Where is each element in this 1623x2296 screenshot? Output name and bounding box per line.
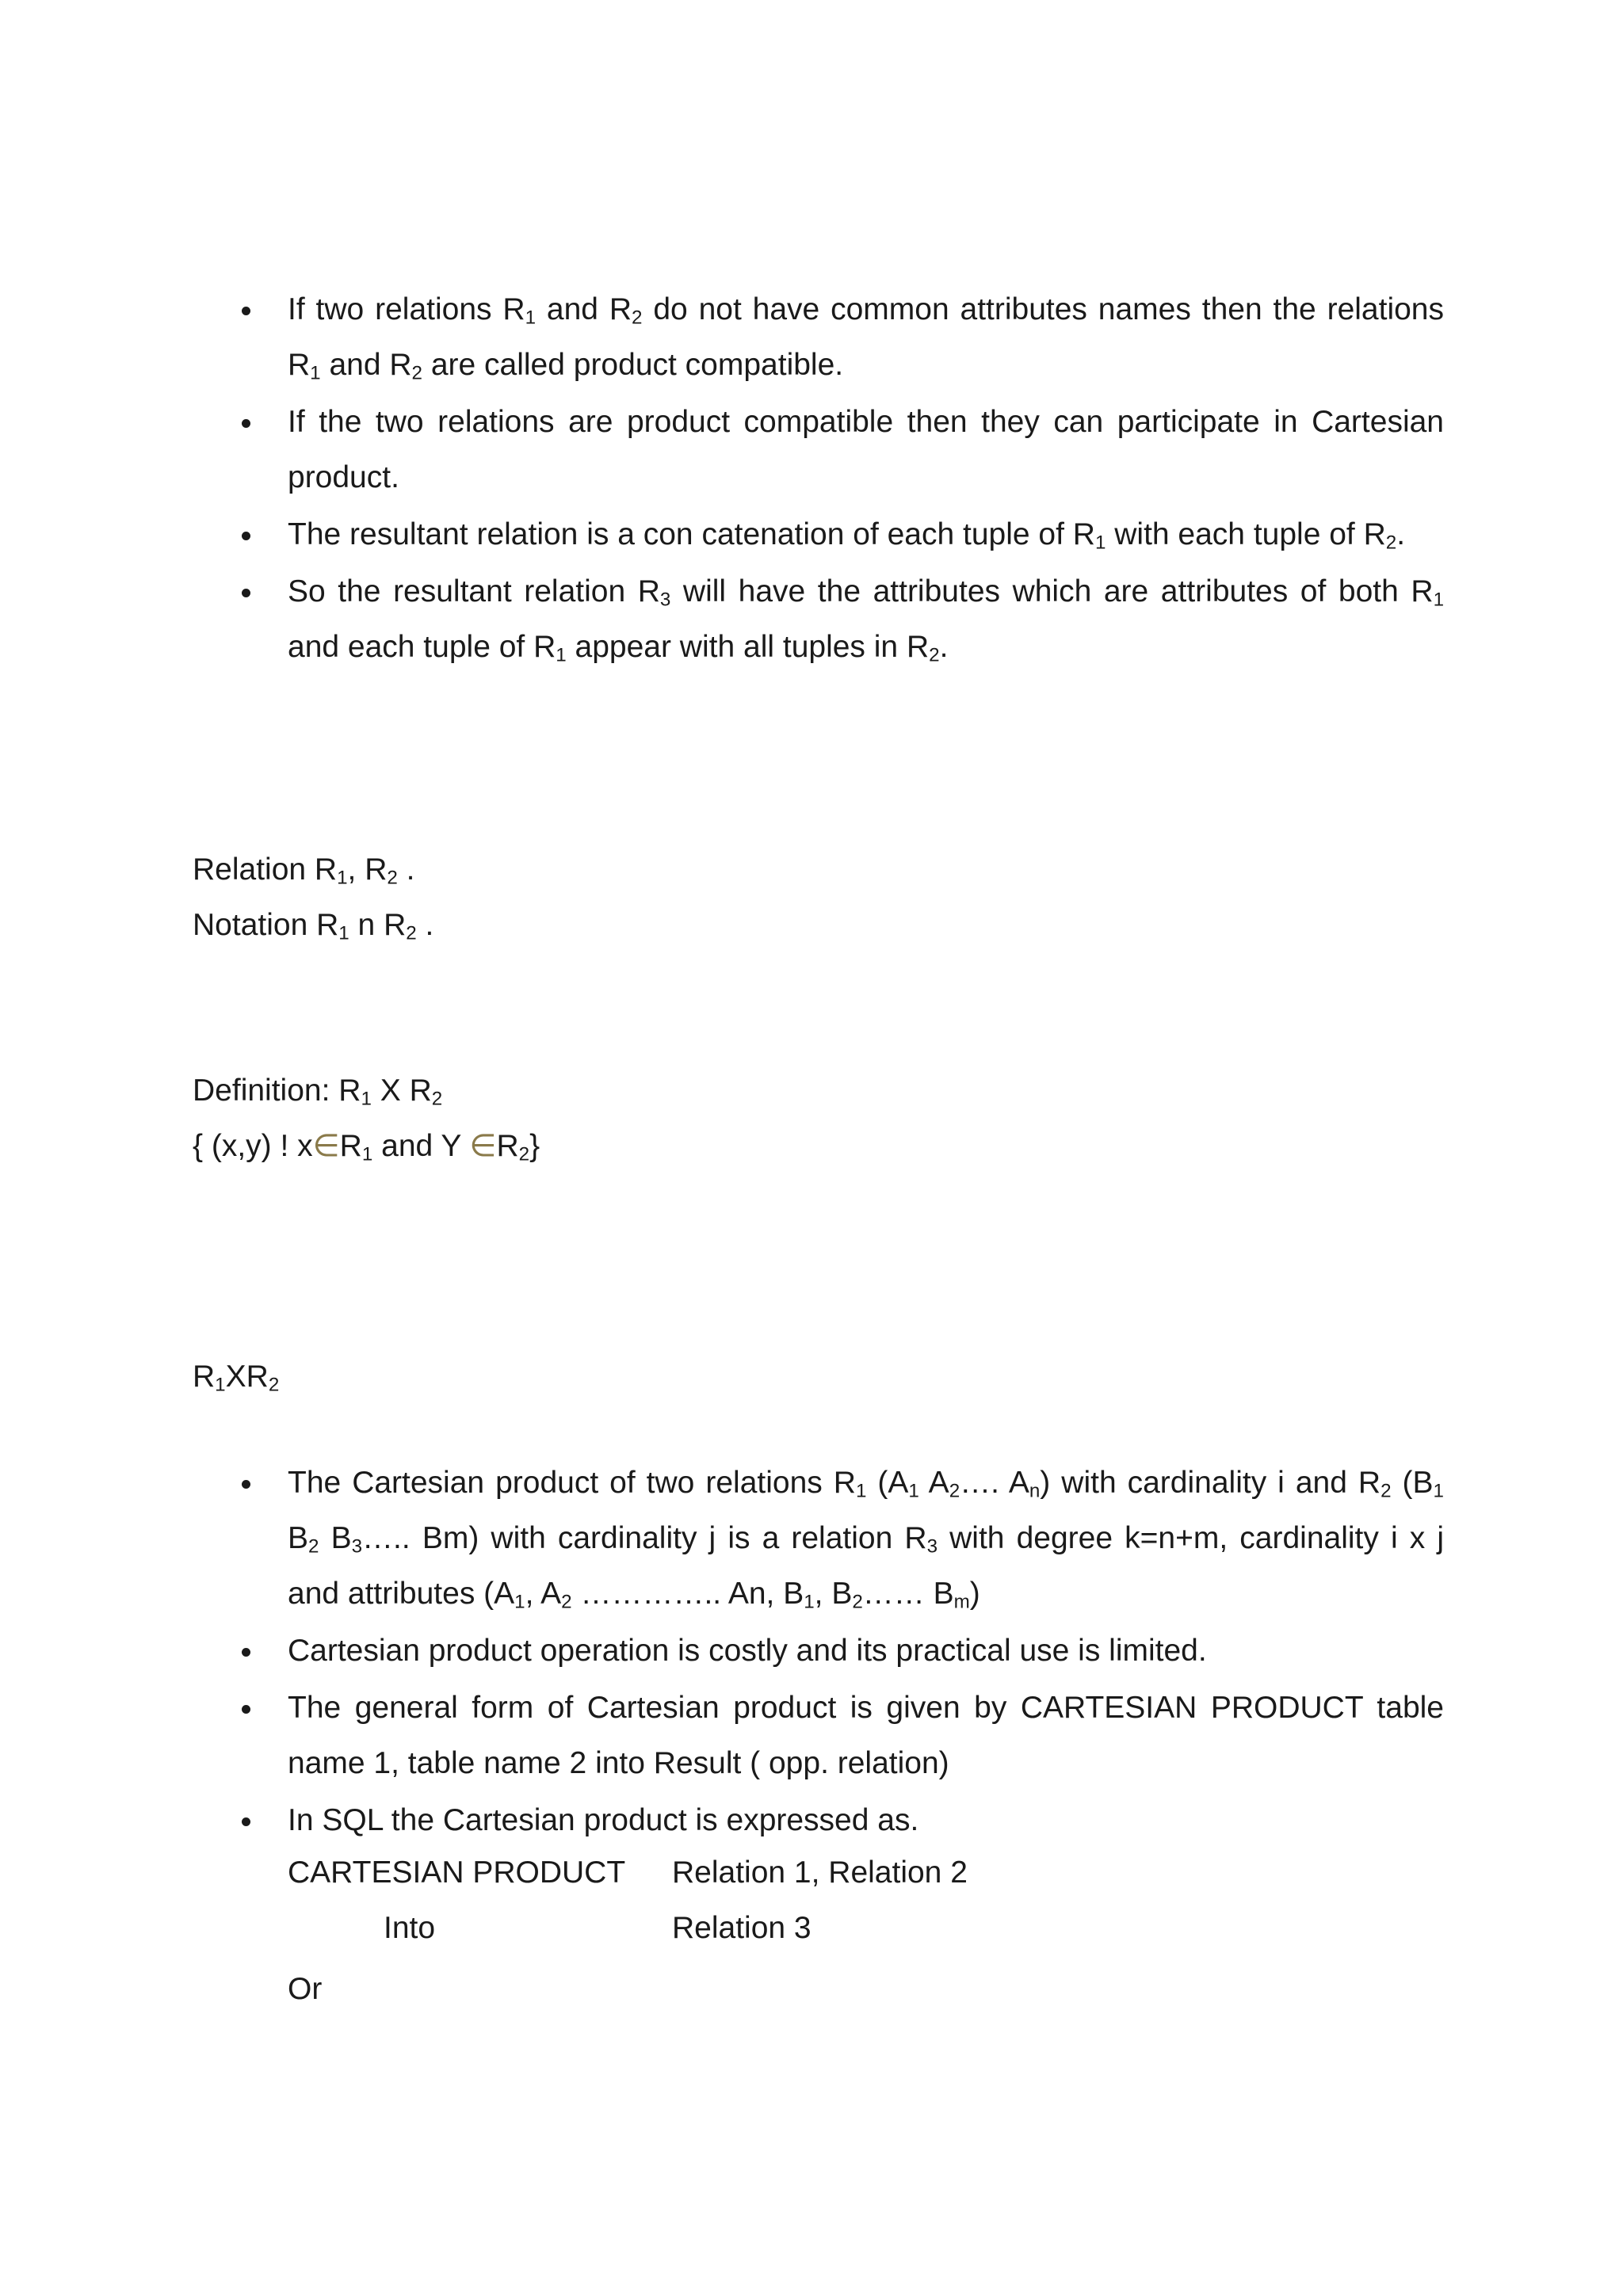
bullet-icon: [242, 1648, 250, 1657]
text: .: [939, 630, 949, 664]
bullet-icon: [242, 589, 250, 597]
text: The resultant relation is a con catenation of each tuple of R: [288, 517, 1095, 551]
text: If two relations R: [288, 292, 525, 326]
subscript: 1: [556, 644, 567, 666]
text: and each tuple of R: [288, 630, 556, 664]
list-item: Cartesian product operation is costly and its practical use is limited.: [233, 1623, 1444, 1679]
subscript: 3: [659, 589, 671, 611]
bullet-icon: [242, 307, 250, 315]
list-item: The general form of Cartesian product is given by CARTESIAN PRODUCT table name 1, table name 2 into Result ( opp. relation): [233, 1680, 1444, 1791]
list-item: [233, 282, 1444, 393]
subscript: 2: [929, 644, 940, 666]
list-item: [233, 395, 1444, 505]
text: If the two relations are product compatible then they can participate in Cartesian product.: [288, 405, 1444, 494]
text: are called product compatible.: [422, 348, 844, 382]
sql-value-relations: Relation 1, Relation 2: [672, 1855, 968, 1890]
bullet-icon: [242, 419, 250, 428]
text: So the resultant relation R: [288, 574, 660, 608]
text: do not have common attributes names then the relations R: [288, 292, 1445, 382]
subscript: 1: [1094, 532, 1106, 554]
bullet-icon: [242, 1817, 250, 1826]
bullet-icon: [242, 1480, 250, 1489]
sql-keyword-cartesian: CARTESIAN PRODUCT: [288, 1855, 626, 1890]
subscript: 2: [411, 362, 422, 384]
product-heading: $R_1XR_2$: [193, 1360, 280, 1396]
list-item: The Cartesian product of two relations $R_1$ ($A_1$ $A_2\dots$. $A_n$) with cardinality i and $R_2$ ($B_1$ $B_2$ $B_3\dots$.. Bm) with cardinality j is a relation $R_3$ with degree k=n+m, cardinality i x j and attributes ($A_1$, $A_2$ ………….. An, $B_1$, $B_2\dots\dots$ $B_m$): [233, 1455, 1444, 1622]
notation-line: Notation $R_1$ n $R_2$ .: [193, 908, 434, 944]
sql-value-result: Relation 3: [672, 1911, 812, 1945]
text: with each tuple of R: [1106, 517, 1386, 551]
sql-or: Or: [288, 1972, 323, 2006]
subscript: 1: [310, 362, 321, 384]
text: will have the attributes which are attributes of both R: [670, 574, 1434, 608]
text: appear with all tuples in R: [566, 630, 930, 664]
bullet-icon: [242, 532, 250, 540]
element-of-symbol: ∈: [312, 1129, 340, 1163]
list-item: [233, 507, 1444, 563]
element-of-symbol: ∈: [469, 1129, 497, 1163]
subscript: 1: [1433, 589, 1445, 611]
sql-keyword-into: Into: [384, 1911, 436, 1945]
text: and R: [320, 348, 412, 382]
text: .: [1396, 517, 1406, 551]
subscript: 1: [525, 307, 537, 329]
text: and R: [536, 292, 632, 326]
subscript: 2: [1385, 532, 1397, 554]
subscript: 2: [632, 307, 643, 329]
list-item: In SQL the Cartesian product is expressed as.: [233, 1793, 1444, 1848]
definition-line: Definition: $R_1$ X $R_2$: [193, 1074, 443, 1110]
set-definition-line: { (x,y) ! $x\in R_1$ and Y $\in R_2$}: [193, 1129, 540, 1165]
relation-line: Relation $R_1$, $R_2$ .: [193, 852, 415, 889]
list-item: [233, 564, 1444, 675]
bullet-icon: [242, 1705, 250, 1714]
cartesian-product-list: [233, 1455, 1444, 1850]
product-compatible-list: [233, 282, 1444, 677]
